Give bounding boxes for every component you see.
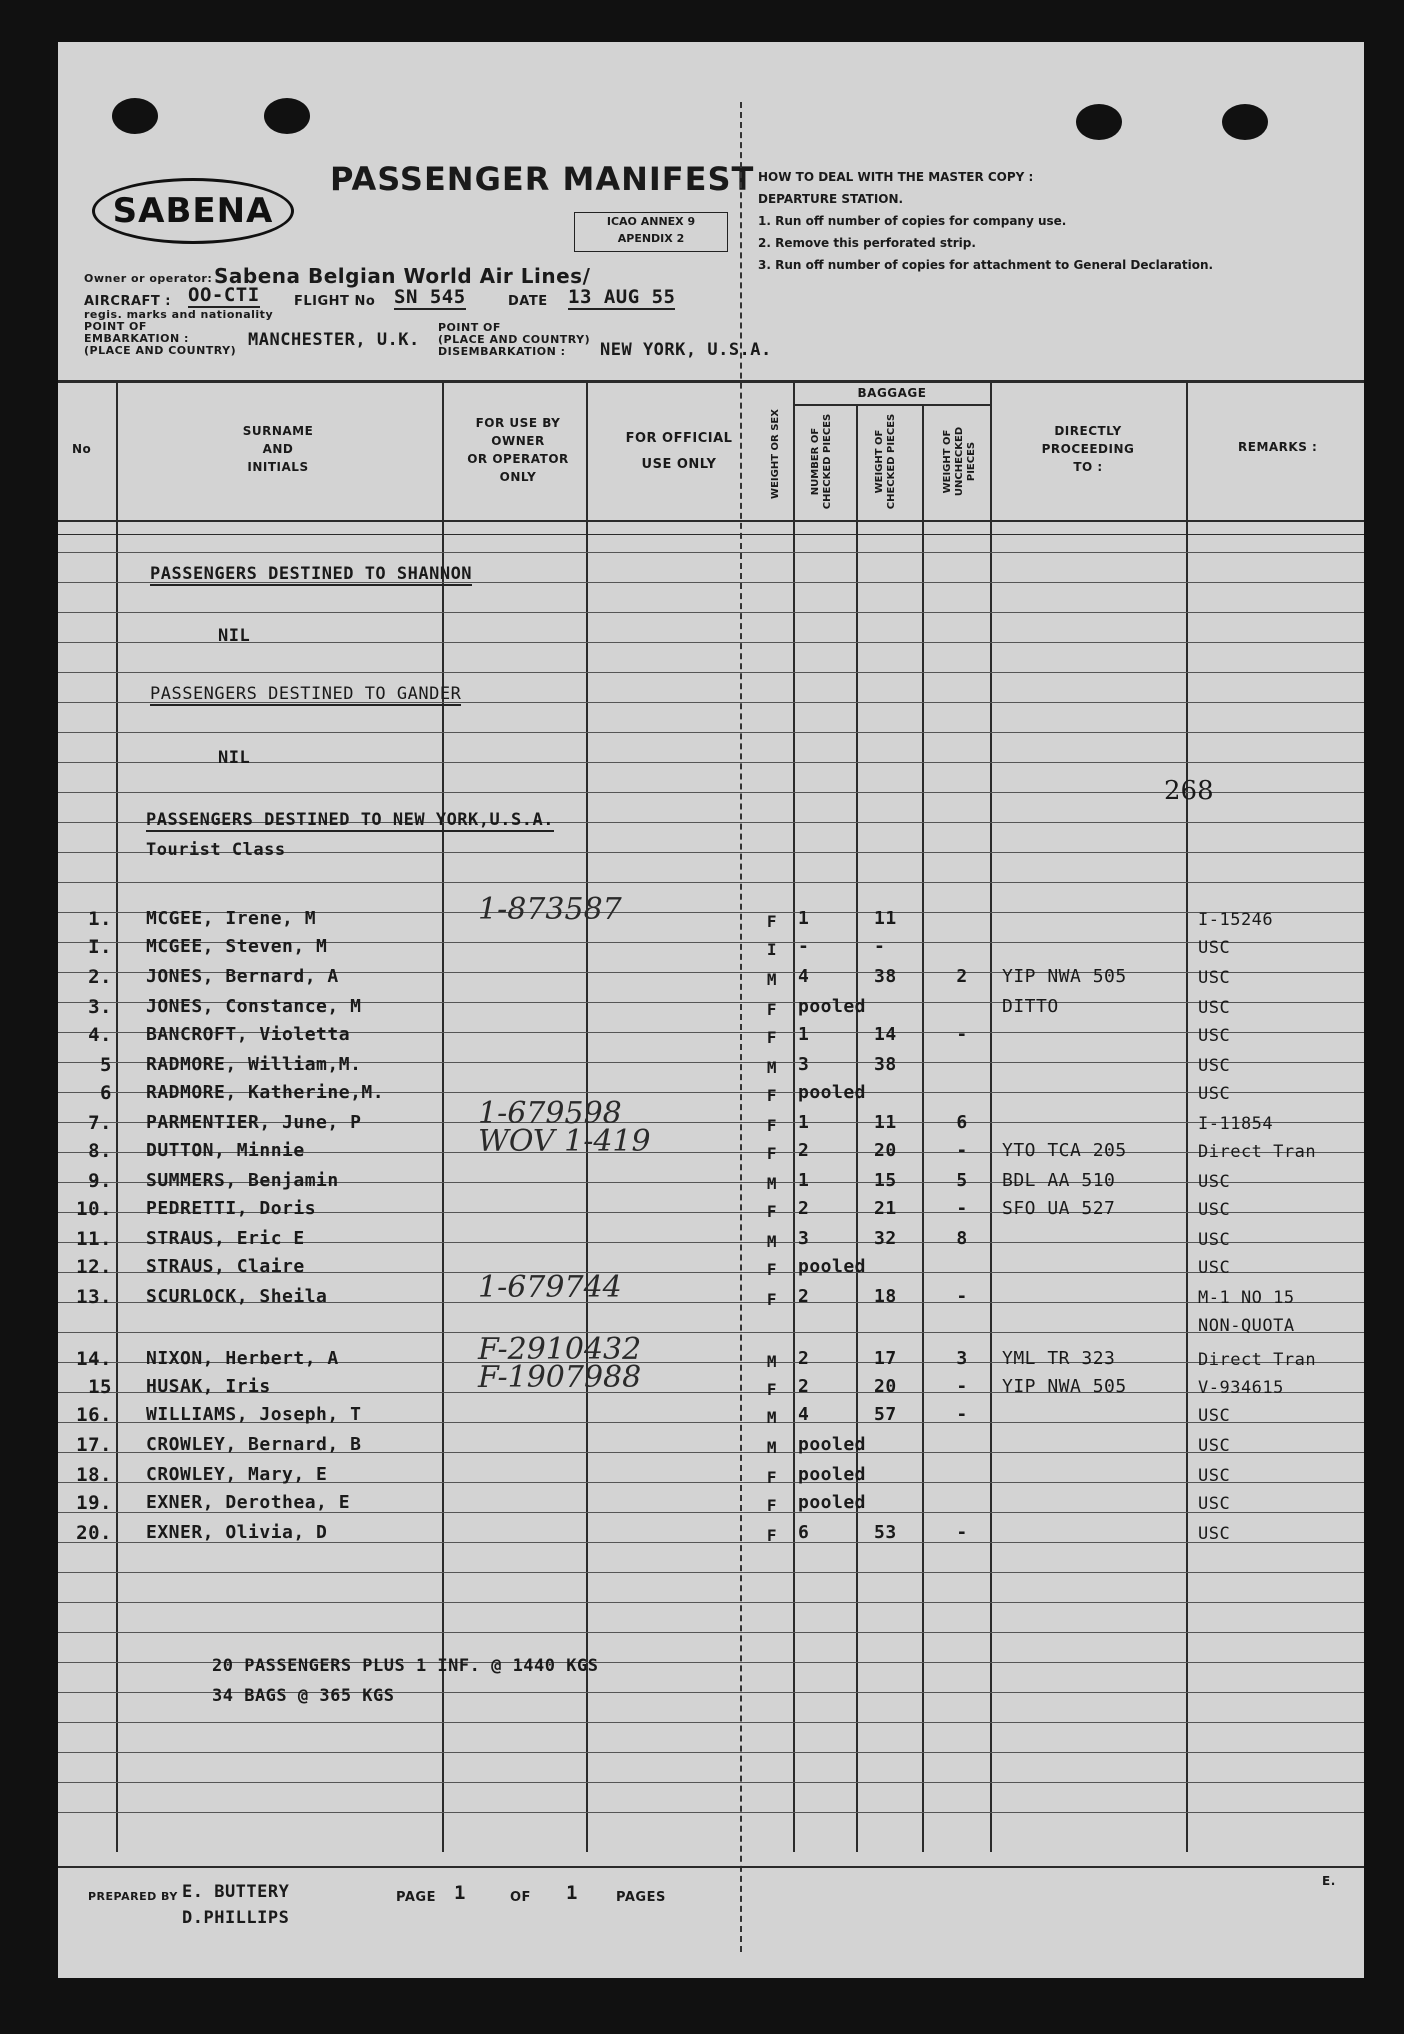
passenger-sex: M <box>766 1174 778 1193</box>
of-label: OF <box>510 1890 531 1905</box>
onward-connection: YTO TCA 205 <box>1002 1140 1127 1161</box>
passenger-name: PEDRETTI, Doris <box>146 1198 317 1219</box>
checked-pieces: 2 <box>798 1198 810 1219</box>
owner-value: Sabena Belgian World Air Lines/ <box>214 264 591 288</box>
passenger-no: 11. <box>76 1228 112 1250</box>
ruled-line <box>58 732 1364 733</box>
col-header-checked-pieces: NUMBER OF CHECKED PIECES <box>810 413 833 510</box>
date-value: 13 AUG 55 <box>568 286 676 308</box>
col-header-proceeding <box>1018 422 1158 476</box>
regis-label: regis. marks and nationality <box>84 308 274 321</box>
ruled-line <box>58 1812 1364 1813</box>
remarks: USC <box>1198 1172 1231 1192</box>
unchecked-weight: - <box>956 1024 968 1045</box>
instruction-item: 3. Run off number of copies for attachment to General Declaration. <box>758 258 1214 272</box>
passenger-sex: F <box>766 1496 778 1515</box>
passenger-sex: M <box>766 1232 778 1251</box>
passenger-sex: F <box>766 1000 778 1019</box>
date-label: DATE <box>508 294 548 309</box>
totals-passengers: 20 PASSENGERS PLUS 1 INF. @ 1440 KGS <box>212 1656 599 1676</box>
section-gander-nil: NIL <box>218 748 251 768</box>
embark-label <box>84 321 236 357</box>
col-header-text: INITIALS <box>247 460 309 474</box>
passenger-name: SUMMERS, Benjamin <box>146 1170 339 1191</box>
ruled-line <box>58 642 1364 643</box>
footer-border <box>58 1866 1364 1868</box>
page-stamp-number: 268 <box>1164 776 1214 806</box>
passenger-no: 4. <box>88 1024 112 1046</box>
ruled-line <box>58 672 1364 673</box>
passenger-sex: I <box>766 940 778 959</box>
col-header-weight-sex: WEIGHT OR SEX <box>770 409 781 499</box>
unchecked-weight: 3 <box>956 1348 968 1369</box>
remarks: USC <box>1198 938 1231 958</box>
ruled-line <box>58 1752 1364 1753</box>
checked-pieces: 2 <box>798 1348 810 1369</box>
ruled-line <box>58 1722 1364 1723</box>
passenger-sex: M <box>766 1438 778 1457</box>
passenger-no: 7. <box>88 1112 112 1134</box>
unchecked-weight: 8 <box>956 1228 968 1249</box>
page-number: 1 <box>454 1882 466 1904</box>
col-header-text: DIRECTLY <box>1054 424 1122 438</box>
page-title: PASSENGER MANIFEST <box>330 160 755 198</box>
checked-weight: 14 <box>874 1024 897 1045</box>
col-header-text: OWNER <box>491 434 545 448</box>
unchecked-weight: - <box>956 1140 968 1161</box>
checked-pieces: 2 <box>798 1376 810 1397</box>
checked-weight: 57 <box>874 1404 897 1425</box>
page-label: PAGE <box>396 1890 436 1905</box>
disembark-label <box>438 322 590 358</box>
onward-connection: SFO UA 527 <box>1002 1198 1116 1219</box>
col-header-text: USE ONLY <box>641 457 717 472</box>
col-header-unchecked-weight: WEIGHT OF UNCHECKED PIECES <box>942 426 977 497</box>
embark-label-3: (PLACE AND COUNTRY) <box>84 344 237 357</box>
checked-pieces: 3 <box>798 1054 810 1075</box>
unchecked-weight: 2 <box>956 966 968 987</box>
passenger-no: 18. <box>76 1464 112 1486</box>
checked-pieces: 6 <box>798 1522 810 1543</box>
passenger-name: JONES, Bernard, A <box>146 966 339 987</box>
unchecked-weight: - <box>956 1376 968 1397</box>
passenger-no: 20. <box>76 1522 112 1544</box>
handwritten-note: 1-679744 <box>478 1270 622 1305</box>
remarks: USC <box>1198 968 1231 988</box>
passenger-name: PARMENTIER, June, P <box>146 1112 362 1133</box>
checked-pieces: 1 <box>798 908 810 929</box>
col-header-text: ONLY <box>499 470 537 484</box>
instruction-item: 1. Run off number of copies for company use. <box>758 214 1067 228</box>
passenger-sex: F <box>766 1086 778 1105</box>
remarks: USC <box>1198 1406 1231 1426</box>
remarks: USC <box>1198 998 1231 1018</box>
remarks: USC <box>1198 1084 1231 1104</box>
passenger-sex: M <box>766 1408 778 1427</box>
section-tourist-class: Tourist Class <box>146 840 286 860</box>
aircraft-label: AIRCRAFT : <box>84 294 171 309</box>
checked-pieces: 2 <box>798 1286 810 1307</box>
passenger-no: 9. <box>88 1170 112 1192</box>
instructions-title: HOW TO DEAL WITH THE MASTER COPY : <box>758 170 1034 184</box>
passenger-name: CROWLEY, Mary, E <box>146 1464 328 1485</box>
remarks: USC <box>1198 1230 1231 1250</box>
passenger-sex: F <box>766 1290 778 1309</box>
passenger-name: EXNER, Derothea, E <box>146 1492 351 1513</box>
pages-label: PAGES <box>616 1890 666 1905</box>
col-divider <box>856 404 858 1852</box>
checked-pieces: pooled <box>798 996 867 1017</box>
instructions-block <box>758 166 1213 276</box>
passenger-name: MCGEE, Steven, M <box>146 936 328 957</box>
remarks: M-1 NO 15 <box>1198 1288 1295 1308</box>
col-header-text: FOR OFFICIAL <box>625 431 733 446</box>
section-newyork: PASSENGERS DESTINED TO NEW YORK,U.S.A. <box>146 810 554 830</box>
flight-value: SN 545 <box>394 286 466 308</box>
embark-label-2: EMBARKATION : <box>84 332 189 345</box>
passenger-name: MCGEE, Irene, M <box>146 908 317 929</box>
passenger-no: 19. <box>76 1492 112 1514</box>
col-header-text: AND <box>262 442 294 456</box>
punch-hole <box>264 98 310 134</box>
unchecked-weight: - <box>956 1404 968 1425</box>
passenger-name: STRAUS, Claire <box>146 1256 305 1277</box>
passenger-no: 16. <box>76 1404 112 1426</box>
checked-weight: 32 <box>874 1228 897 1249</box>
passenger-sex: F <box>766 1526 778 1545</box>
passenger-sex: F <box>766 1260 778 1279</box>
passenger-name: BANCROFT, Violetta <box>146 1024 351 1045</box>
passenger-name: STRAUS, Eric E <box>146 1228 305 1249</box>
passenger-no: 1. <box>88 908 112 930</box>
table-top-border <box>58 380 1364 383</box>
remarks: USC <box>1198 1056 1231 1076</box>
passenger-name: DUTTON, Minnie <box>146 1140 305 1161</box>
passenger-sex: F <box>766 912 778 931</box>
ruled-line <box>58 612 1364 613</box>
checked-pieces: pooled <box>798 1464 867 1485</box>
col-header-text: PROCEEDING <box>1041 442 1135 456</box>
unchecked-weight: - <box>956 1198 968 1219</box>
unchecked-weight: - <box>956 1522 968 1543</box>
passenger-sex: F <box>766 1028 778 1047</box>
passenger-name: WILLIAMS, Joseph, T <box>146 1404 362 1425</box>
remarks: USC <box>1198 1026 1231 1046</box>
col-header-text: OR OPERATOR <box>467 452 569 466</box>
passenger-no: I. <box>88 936 112 958</box>
checked-weight: 11 <box>874 908 897 929</box>
ruled-line <box>58 762 1364 763</box>
header-bottom-border <box>58 520 1364 522</box>
remarks: V-934615 <box>1198 1378 1284 1398</box>
checked-pieces: - <box>798 936 810 957</box>
ruled-line <box>58 1632 1364 1633</box>
unchecked-weight: - <box>956 1286 968 1307</box>
remarks: USC <box>1198 1436 1231 1456</box>
checked-pieces: 1 <box>798 1170 810 1191</box>
passenger-no: 10. <box>76 1198 112 1220</box>
header-sub-border <box>58 534 1364 535</box>
instructions-subtitle: DEPARTURE STATION. <box>758 192 904 206</box>
checked-weight: 11 <box>874 1112 897 1133</box>
remarks: USC <box>1198 1494 1231 1514</box>
flight-label: FLIGHT No <box>294 294 376 309</box>
section-shannon-nil: NIL <box>218 626 251 646</box>
checked-weight: 18 <box>874 1286 897 1307</box>
ruled-line <box>58 1572 1364 1573</box>
passenger-name: RADMORE, William,M. <box>146 1054 362 1075</box>
col-header-owner-use <box>448 414 588 486</box>
remarks: I-11854 <box>1198 1114 1274 1134</box>
passenger-sex: M <box>766 1352 778 1371</box>
checked-weight: 38 <box>874 1054 897 1075</box>
handwritten-note: F-1907988 <box>478 1360 642 1395</box>
checked-pieces: pooled <box>798 1492 867 1513</box>
col-header-surname <box>208 422 348 476</box>
checked-weight: 17 <box>874 1348 897 1369</box>
onward-connection: DITTO <box>1002 996 1059 1017</box>
embark-label-1: POINT OF <box>84 320 147 333</box>
passenger-name: EXNER, Olivia, D <box>146 1522 328 1543</box>
checked-pieces: 3 <box>798 1228 810 1249</box>
checked-pieces: 4 <box>798 966 810 987</box>
passenger-name: NIXON, Herbert, A <box>146 1348 339 1369</box>
col-header-text: TO : <box>1073 460 1103 474</box>
instruction-item: 2. Remove this perforated strip. <box>758 236 976 250</box>
passenger-name: RADMORE, Katherine,M. <box>146 1082 385 1103</box>
col-header-no: No <box>72 442 92 456</box>
baggage-rule <box>793 404 991 406</box>
section-gander: PASSENGERS DESTINED TO GANDER <box>150 684 462 704</box>
remarks: USC <box>1198 1524 1231 1544</box>
passenger-no: 12. <box>76 1256 112 1278</box>
checked-weight: 15 <box>874 1170 897 1191</box>
prepared-label: PREPARED BY <box>88 1890 178 1903</box>
passenger-no: 5 <box>100 1054 112 1076</box>
remarks: USC <box>1198 1200 1231 1220</box>
disembark-label-3: DISEMBARKATION : <box>438 345 566 358</box>
onward-connection: YIP NWA 505 <box>1002 966 1127 987</box>
checked-pieces: pooled <box>798 1256 867 1277</box>
checked-pieces: pooled <box>798 1082 867 1103</box>
remarks: USC <box>1198 1258 1231 1278</box>
manifest-sheet <box>58 42 1364 1978</box>
checked-weight: 53 <box>874 1522 897 1543</box>
remarks-second-line: NON-QUOTA <box>1198 1316 1295 1336</box>
passenger-no: 17. <box>76 1434 112 1456</box>
checked-pieces: 4 <box>798 1404 810 1425</box>
passenger-sex: F <box>766 1116 778 1135</box>
passenger-sex: F <box>766 1202 778 1221</box>
passenger-name: SCURLOCK, Sheila <box>146 1286 328 1307</box>
checked-weight: 20 <box>874 1140 897 1161</box>
passenger-no: 8. <box>88 1140 112 1162</box>
col-header-baggage: BAGGAGE <box>857 386 927 400</box>
ruled-line <box>58 552 1364 553</box>
passenger-name: JONES, Constance, M <box>146 996 362 1017</box>
totals-bags: 34 BAGS @ 365 KGS <box>212 1686 395 1706</box>
ruled-line <box>58 1332 1364 1333</box>
remarks: USC <box>1198 1466 1231 1486</box>
disembark-label-2: (PLACE AND COUNTRY) <box>438 333 591 346</box>
punch-hole <box>112 98 158 134</box>
handwritten-note: F-2910432 <box>478 1332 642 1367</box>
passenger-sex: F <box>766 1380 778 1399</box>
owner-label: Owner or operator: <box>84 272 213 285</box>
passenger-no: 6 <box>100 1082 112 1104</box>
passenger-name: CROWLEY, Bernard, B <box>146 1434 362 1455</box>
passenger-sex: F <box>766 1468 778 1487</box>
checked-weight: 38 <box>874 966 897 987</box>
aircraft-value: OO-CTI <box>188 284 260 306</box>
passenger-no: 15 <box>88 1376 112 1398</box>
remarks: I-15246 <box>1198 910 1274 930</box>
punch-hole <box>1222 104 1268 140</box>
checked-weight: - <box>874 936 886 957</box>
passenger-name: HUSAK, Iris <box>146 1376 271 1397</box>
col-header-text: SURNAME <box>242 424 314 438</box>
prepared-by-2: D.PHILLIPS <box>182 1908 290 1928</box>
prepared-by-1: E. BUTTERY <box>182 1882 290 1902</box>
onward-connection: YIP NWA 505 <box>1002 1376 1127 1397</box>
icao-line-2: APENDIX 2 <box>617 232 685 245</box>
icao-line-1: ICAO ANNEX 9 <box>606 215 696 228</box>
disembark-label-1: POINT OF <box>438 321 501 334</box>
col-header-official <box>604 426 754 478</box>
col-header-remarks: REMARKS : <box>1238 440 1318 454</box>
passenger-no: 13. <box>76 1286 112 1308</box>
checked-weight: 21 <box>874 1198 897 1219</box>
passenger-no: 2. <box>88 966 112 988</box>
unchecked-weight: 6 <box>956 1112 968 1133</box>
total-pages: 1 <box>566 1882 578 1904</box>
corner-mark: E. <box>1322 1874 1336 1888</box>
checked-pieces: 1 <box>798 1024 810 1045</box>
sabena-logo: SABENA <box>92 178 294 244</box>
onward-connection: YML TR 323 <box>1002 1348 1116 1369</box>
icao-annex-box <box>574 212 728 252</box>
remarks: Direct Tran <box>1198 1350 1317 1370</box>
section-shannon: PASSENGERS DESTINED TO SHANNON <box>150 564 473 584</box>
checked-pieces: 2 <box>798 1140 810 1161</box>
remarks: Direct Tran <box>1198 1142 1317 1162</box>
passenger-no: 3. <box>88 996 112 1018</box>
passenger-sex: F <box>766 1144 778 1163</box>
passenger-no: 14. <box>76 1348 112 1370</box>
handwritten-note: WOV 1-419 <box>478 1124 651 1159</box>
handwritten-note: 1-679598 <box>478 1096 622 1131</box>
handwritten-note: 1-873587 <box>478 892 622 927</box>
ruled-line <box>58 1602 1364 1603</box>
punch-hole <box>1076 104 1122 140</box>
disembark-value: NEW YORK, U.S.A. <box>600 340 772 360</box>
passenger-sex: M <box>766 970 778 989</box>
checked-pieces: pooled <box>798 1434 867 1455</box>
col-divider <box>922 404 924 1852</box>
col-header-text: FOR USE BY <box>475 416 561 430</box>
embark-value: MANCHESTER, U.K. <box>248 330 420 350</box>
ruled-line <box>58 1782 1364 1783</box>
passenger-sex: M <box>766 1058 778 1077</box>
col-header-checked-weight: WEIGHT OF CHECKED PIECES <box>874 413 897 510</box>
ruled-line <box>58 882 1364 883</box>
onward-connection: BDL AA 510 <box>1002 1170 1116 1191</box>
unchecked-weight: 5 <box>956 1170 968 1191</box>
checked-pieces: 1 <box>798 1112 810 1133</box>
checked-weight: 20 <box>874 1376 897 1397</box>
